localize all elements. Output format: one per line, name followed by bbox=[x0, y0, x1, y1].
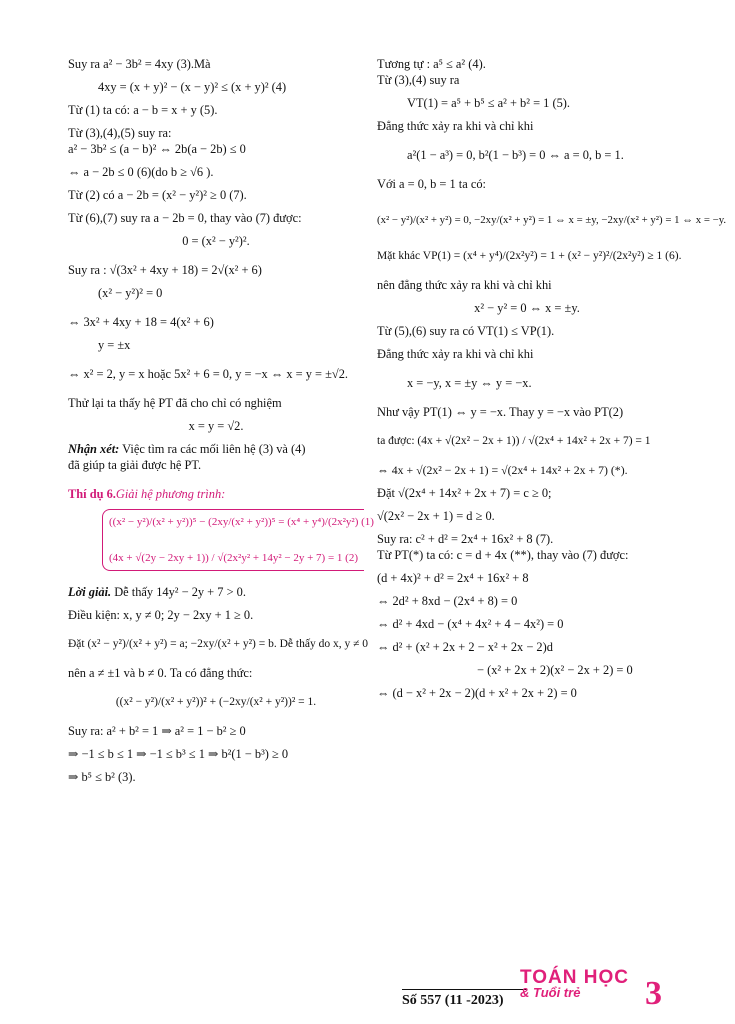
system-line: (x² − y²)² = 0 bbox=[98, 286, 163, 300]
text-line: nên a ≠ ±1 và b ≠ 0. Ta có đẳng thức: bbox=[68, 666, 253, 680]
system-line: x = −y, x = ±y ⇔ y = −x. bbox=[407, 376, 532, 390]
text-line: Suy ra a² − 3b² = 4xy (3).Mà bbox=[68, 57, 211, 71]
equation-line: ⇒ −1 ≤ b ≤ 1 ⇒ −1 ≤ b³ ≤ 1 ⇒ b²(1 − b³) ≥ 0 bbox=[68, 747, 289, 761]
text-line: Như vậy PT(1) ⇔ y = −x. Thay y = −x vào PT(2) bbox=[377, 405, 624, 419]
solution-line bbox=[68, 584, 364, 600]
equation-line: ⇔ a − 2b ≤ 0 (6)(do b ≥ √6 ). bbox=[68, 165, 214, 179]
text-line: Đặt (x² − y²)/(x² + y²) = a; −2xy/(x² + y²) = b. Dễ thấy do x, y ≠ 0 bbox=[68, 638, 369, 650]
text-line: đã giúp ta giải được hệ PT. bbox=[68, 458, 202, 472]
equation-line: ta được: (4x + √(2x² − 2x + 1)) / √(2x⁴ + 14x² + 2x + 7) = 1 bbox=[377, 435, 651, 447]
equation-line: VT(1) = a⁵ + b⁵ ≤ a² + b² = 1 (5). bbox=[407, 96, 570, 110]
system-line: ⇔ 3x² + 4xy + 18 = 4(x² + 6) bbox=[68, 315, 214, 329]
text-line: Thử lại ta thấy hệ PT đã cho chỉ có nghiệm bbox=[68, 396, 282, 410]
solution-label: Lời giải. bbox=[68, 585, 112, 599]
magazine-logo bbox=[520, 967, 629, 1000]
example-title: Giải hệ phương trình: bbox=[115, 487, 226, 501]
equation-line: Mặt khác VP(1) = (x⁴ + y⁴)/(2x²y²) = 1 + (x² − y²)²/(2x²y²) ≥ 1 (6). bbox=[377, 250, 682, 262]
system-line: Suy ra : √(3x² + 4xy + 18) = 2√(x² + 6) bbox=[68, 263, 262, 277]
equation-line: ⇔ (d − x² + 2x − 2)(d + x² + 2x + 2) = 0 bbox=[377, 686, 577, 700]
text-line: Điều kiện: x, y ≠ 0; 2y − 2xy + 1 ≥ 0. bbox=[68, 608, 254, 622]
remark-text: Việc tìm ra các mối liên hệ (3) và (4) bbox=[119, 442, 306, 456]
example-heading bbox=[68, 486, 364, 502]
equation-line: Đặt √(2x⁴ + 14x² + 2x + 7) = c ≥ 0; bbox=[377, 486, 552, 500]
equation-line: Suy ra: c² + d² = 2x⁴ + 16x² + 8 (7). bbox=[377, 532, 554, 546]
system-line: (x² − y²)/(x² + y²) = 0, −2xy/(x² + y²) = 1 ⇔ x = ±y, −2xy/(x² + y²) = 1 ⇔ x = −y. bbox=[377, 214, 727, 226]
solution-text: Dễ thấy 14y² − 2y + 7 > 0. bbox=[111, 585, 246, 599]
equation-line: 0 = (x² − y²)². bbox=[182, 234, 250, 248]
logo-line-2: & Tuổi trẻ bbox=[520, 985, 581, 1000]
equation-line: ⇔ 4x + √(2x² − 2x + 1) = √(2x⁴ + 14x² + 2x + 7) (*). bbox=[377, 463, 628, 477]
equation-line: ((x² − y²)/(x² + y²))² + (−2xy/(x² + y²))² = 1. bbox=[115, 696, 317, 708]
equation-line: ⇒ b⁵ ≤ b² (3). bbox=[68, 770, 136, 784]
text-line: Đẳng thức xảy ra khi và chỉ khi bbox=[377, 119, 534, 133]
system-line: a²(1 − a³) = 0, b²(1 − b³) = 0 ⇔ a = 0, b = 1. bbox=[407, 148, 624, 162]
page-footer bbox=[390, 965, 690, 1015]
equation-line: ⇔ d² + (x² + 2x + 2 − x² + 2x − 2)d bbox=[377, 640, 553, 654]
equation-line: √(2x² − 2x + 1) = d ≥ 0. bbox=[377, 509, 495, 523]
system-line: y = ±x bbox=[98, 338, 131, 352]
left-column bbox=[68, 56, 374, 785]
problem-equation-1: ((x² − y²)/(x² + y²))⁵ − (2xy/(x² + y²))⁵ = (x⁴ + y⁴)/(2x²y²) (1) bbox=[109, 516, 374, 528]
text-line: Từ (1) ta có: a − b = x + y (5). bbox=[68, 103, 218, 117]
equation-line: − (x² + 2x + 2)(x² − 2x + 2) = 0 bbox=[477, 663, 633, 677]
problem-equation-2: (4x + √(2y − 2xy + 1)) / √(2x²y² + 14y² − 2y + 7) = 1 (2) bbox=[109, 552, 359, 564]
logo-line-1: TOÁN HỌC bbox=[520, 967, 629, 988]
right-column bbox=[377, 56, 727, 701]
text-line: Với a = 0, b = 1 ta có: bbox=[377, 177, 486, 191]
equation-line: x² − y² = 0 ⇔ x = ±y. bbox=[474, 301, 580, 315]
equation-line: x = y = √2. bbox=[188, 419, 244, 433]
text-line: Tương tự : a⁵ ≤ a² (4). bbox=[377, 57, 486, 71]
equation-line: ⇔ 2d² + 8xd − (2x⁴ + 8) = 0 bbox=[377, 594, 518, 608]
text-line: Từ (5),(6) suy ra có VT(1) ≤ VP(1). bbox=[377, 324, 555, 338]
example-label: Thí dụ 6. bbox=[68, 487, 116, 501]
problem-system bbox=[102, 509, 374, 571]
equation-line: (d + 4x)² + d² = 2x⁴ + 16x² + 8 bbox=[377, 571, 529, 585]
issue-number: Số 557 (11 -2023) bbox=[402, 989, 527, 1009]
equation-line: 4xy = (x + y)² − (x − y)² ≤ (x + y)² (4) bbox=[98, 80, 287, 94]
equation-line: a² − 3b² ≤ (a − b)² ⇔ 2b(a − 2b) ≤ 0 bbox=[68, 142, 246, 156]
text-line: Từ PT(*) ta có: c = d + 4x (**), thay vào (7) được: bbox=[377, 548, 629, 562]
remark-line bbox=[68, 441, 364, 457]
system-line: ⇔ x² = 2, y = x hoặc 5x² + 6 = 0, y = −x ⇔ x = y = ±√2. bbox=[68, 367, 348, 381]
text-line: Từ (3),(4),(5) suy ra: bbox=[68, 126, 172, 140]
equation-line: Suy ra: a² + b² = 1 ⇒ a² = 1 − b² ≥ 0 bbox=[68, 724, 246, 738]
remark-label: Nhận xét: bbox=[68, 442, 120, 456]
text-line: nên đẳng thức xảy ra khi và chỉ khi bbox=[377, 278, 552, 292]
page-number: 3 bbox=[645, 975, 662, 1012]
text-line: Từ (6),(7) suy ra a − 2b = 0, thay vào (7) được: bbox=[68, 211, 302, 225]
text-line: Từ (2) có a − 2b = (x² − y²)² ≥ 0 (7). bbox=[68, 188, 247, 202]
equation-line: ⇔ d² + 4xd − (x⁴ + 4x² + 4 − 4x²) = 0 bbox=[377, 617, 564, 631]
text-line: Đẳng thức xảy ra khi và chỉ khi bbox=[377, 347, 534, 361]
text-line: Từ (3),(4) suy ra bbox=[377, 73, 460, 87]
